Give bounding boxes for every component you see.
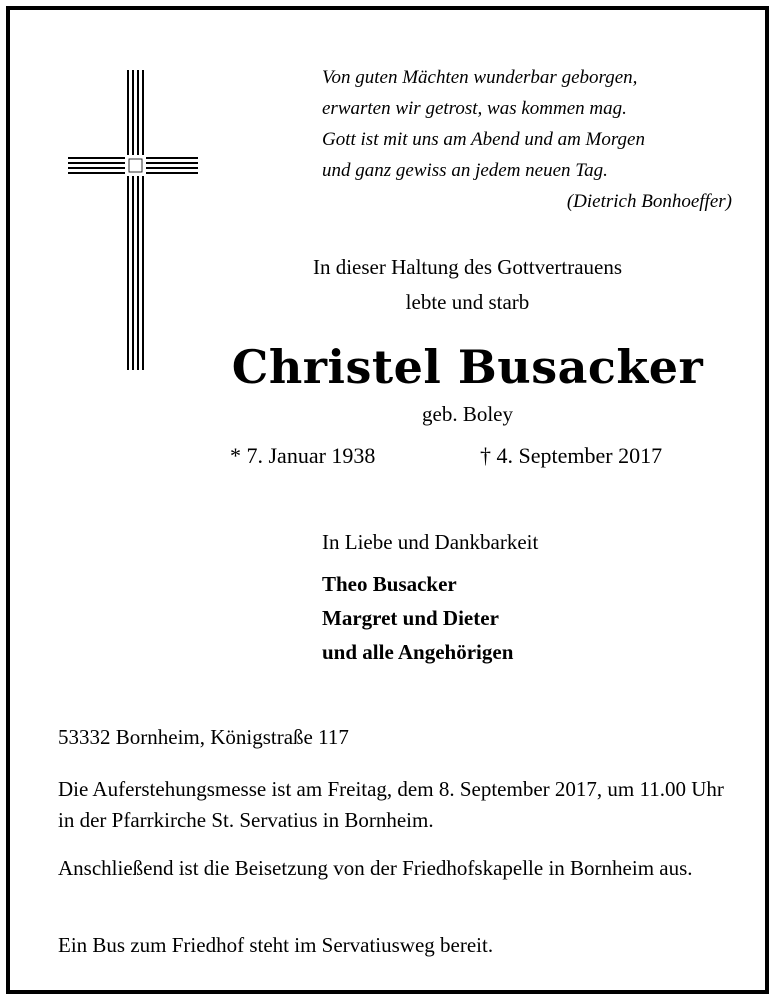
family-member: und alle Angehörigen — [322, 640, 514, 664]
family-member: Theo Busacker — [322, 572, 457, 596]
mass-info: Die Auferstehungsmesse ist am Freitag, dem 8. September 2017, um 11.00 Uhr in der Pfarrkirche St. Servatius in Bornheim. — [58, 777, 724, 832]
family-lead: In Liebe und Dankbarkeit — [322, 530, 539, 554]
family-signature — [322, 525, 538, 669]
poem-line: Von guten Mächten wunderbar geborgen, — [322, 67, 638, 88]
death-date: † 4. September 2017 — [480, 443, 663, 468]
poem — [322, 62, 732, 217]
address: 53332 Bornheim, Königstraße 117 — [58, 725, 349, 749]
family-members — [322, 567, 538, 669]
poem-author: (Dietrich Bonhoeffer) — [566, 191, 732, 212]
poem-line: und ganz gewiss an jedem neuen Tag. — [322, 160, 608, 181]
deceased-name: Christel Busacker — [231, 340, 704, 394]
intro-text — [190, 250, 745, 320]
family-member: Margret und Dieter — [322, 606, 499, 630]
birth-date: * 7. Januar 1938 — [230, 443, 376, 468]
bus-info: Ein Bus zum Friedhof steht im Servatiusweg bereit. — [58, 933, 494, 957]
burial-info: Anschließend ist die Beisetzung von der Friedhofskapelle in Bornheim aus. — [58, 856, 693, 880]
cross-icon — [58, 60, 208, 390]
obituary-frame — [6, 6, 769, 994]
poem-line: erwarten wir getrost, was kommen mag. — [322, 98, 627, 119]
intro-line-1: In dieser Haltung des Gottvertrauens — [312, 255, 623, 279]
maiden-name: geb. Boley — [422, 402, 513, 426]
intro-line-2: lebte und starb — [405, 290, 530, 314]
poem-line: Gott ist mit uns am Abend und am Morgen — [322, 129, 645, 150]
